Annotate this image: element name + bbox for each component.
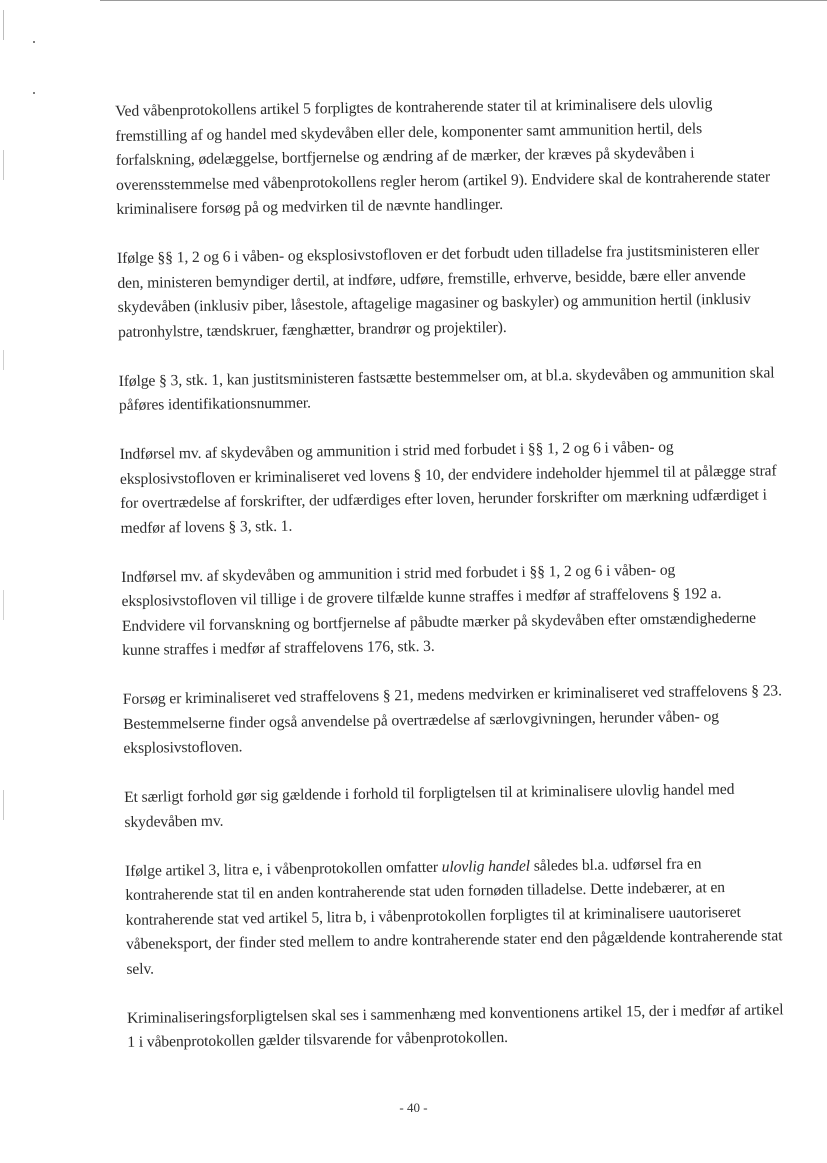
page-number: - 40 -	[399, 1100, 428, 1115]
paragraph-import-section-10: Indførsel mv. af skydevåben og ammunition i strid med forbudet i §§ 1, 2 og 6 i våben- og eksplosivstofloven er kriminaliseret ved lovens § 10, der endvidere indeholder hjemmel til at pålægge straf for overtrædelse af forskrifter, der udfærdiges efter loven, herunder forskrifter om mærkning udfærdiget i medfør af lovens § 3, stk. 1.	[119, 438, 777, 537]
paragraph-special-circumstance: Et særligt forhold gør sig gældende i forhold til forpligtelsen til at kriminalisere ulovlig handel med skydevåben mv.	[124, 780, 735, 831]
document-body	[115, 91, 793, 1080]
paragraph-weapons-protocol-article-5: Ved våbenprotokollens artikel 5 forpligtes de kontraherende stater til at kriminalisere dels ulovlig fremstilling af og handel med skydevåben eller dele, komponenter samt ammunition hertil, dels forfalskning, ødelæggelse, bortfjernelse og ændring af de mærker, der kræves på skydevåben i overensstemmelse med våbenprotokollens regler herom (artikel 9). Endvidere skal de kontraherende stater kriminalisere forsøg på og medvirken til de nævnte handlinger.	[115, 95, 771, 218]
scan-edge-left	[3, 10, 4, 1010]
scan-edge-top	[100, 0, 827, 1]
paragraph-attempt-complicity: Forsøg er kriminaliseret ved straffelovens § 21, medens medvirken er kriminaliseret ved straffelovens § 23. Bestemmelserne finder også anvendelse på overtrædelse af særlovgivningen, herunder våben- og eksplosivstofloven.	[122, 682, 782, 757]
paragraph-article-3-illicit-trafficking: Ifølge artikel 3, litra e, i våbenprotokollen omfatter ulovlig handel således bl.a. udførsel fra en kontraherende stat til en anden kontraherende stat uden fornøden tilladelse. Dette indebærer, at en kontraherende stat ved artikel 5, litra b, i våbenprotokollen forpligtes til at kriminalisere uautoriseret våbeneksport, der finder sted mellem to andre kontraherende stater end den pågældende kontraherende stat selv.	[124, 854, 783, 978]
paragraph-penal-code-192a: Indførsel mv. af skydevåben og ammunition i strid med forbudet i §§ 1, 2 og 6 i våben- og eksplosivstofloven vil tillige i de grovere tilfælde kunne straffes i medfør af straffelovens § 192 a. Endvidere vil forvanskning og bortfjernelse af påbudte mærker på skydevåben efter omstændighederne kunne straffes i medfør af straffelovens 176, stk. 3.	[121, 561, 757, 659]
paragraph-section-3-identification: Ifølge § 3, stk. 1, kan justitsministeren fastsætte bestemmelser om, at bl.a. skydevåben og ammunition skal påføres identifikationsnummer.	[118, 363, 775, 414]
paragraph-weapons-act-sections-1-2-6: Ifølge §§ 1, 2 og 6 i våben- og eksplosivstofloven er det forbudt uden tilladelse fra justitsministeren eller den, ministeren bemyndiger dertil, at indføre, udføre, fremstille, erhverve, besidde, bære eller anvende skydevåben (inklusiv piber, låsestole, aftagelige magasiner og baskyler) og ammunition hertil (inklusiv patronhylstre, tændskruer, fænghætter, brandrør og projektiler).	[116, 241, 760, 341]
scan-speck	[33, 92, 35, 94]
paragraph-criminalisation-obligation: Kriminaliseringsforpligtelsen skal ses i sammenhæng med konventionens artikel 15, der i medfør af artikel 1 i våbenprotokollen gælder tilsvarende for våbenprotokollen.	[126, 1000, 784, 1051]
scan-speck	[33, 41, 35, 43]
defined-term: ulovlig handel	[441, 857, 531, 876]
